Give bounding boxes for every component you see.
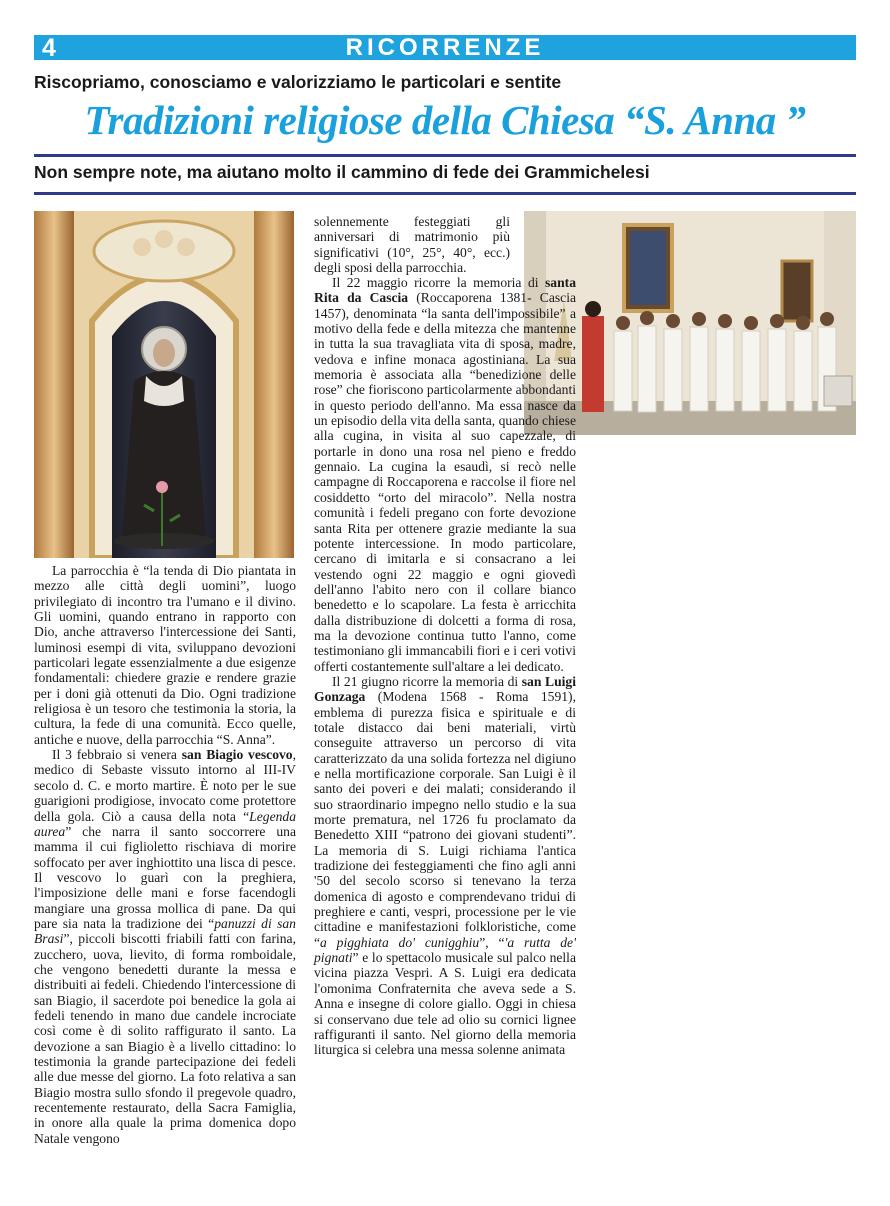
article-subtitle: Non sempre note, ma aiutano molto il cammino di fede dei Grammichelesi bbox=[34, 162, 650, 182]
page-number: 4 bbox=[42, 34, 56, 62]
paragraph-intro: La parrocchia è “la tenda di Dio piantata in mezzo alle città degli uomini”, luogo privilegiato di incontro tra l'umano e il divino. Gli uomini, quando entrano in rapporto con Dio, anche attraverso l'intercessione dei Santi, luminosi esempi di vita, sviluppano devozioni particolari legate essenzialmente a due esigenze fondamentali: chiedere grazie e rendere grazie per i doni già ottenuti da Dio. Ogni tradizione religiosa è un tesoro che testimonia la storia, la cultura, la fede di una comunità. Ecco quelle, antiche e nuove, della parrocchia “S. Anna”. bbox=[34, 563, 296, 747]
panuzzi-term: panuzzi di san Brasi bbox=[34, 915, 296, 947]
statue-illustration bbox=[34, 211, 294, 558]
text-column-1 bbox=[34, 563, 296, 1146]
section-header-bar bbox=[34, 35, 856, 60]
text-run: ” che narra il santo soccorrere una mamma il cui figlioletto rischiava di morire soffocato per aver inghiottito una lisca di pesce. Il vescovo lo guarì con la preghiera, l'imposizione delle mani e forse facendogli mangiare una grossa mollica di pane. Da qui pare sia nata la tradizione dei “ bbox=[34, 823, 296, 931]
text-column-2-main bbox=[314, 275, 576, 1058]
paragraph-san-biagio bbox=[34, 747, 296, 1146]
text-run: ”, “ bbox=[479, 934, 505, 950]
article-kicker: Riscopriamo, conosciamo e valorizziamo le particolari e sentite bbox=[34, 72, 562, 92]
folk-event-cunigghiu: a pigghiata do' cunigghiu bbox=[320, 934, 480, 950]
text-column-2 bbox=[314, 214, 510, 275]
text-run: (Roccaporena 1381- Cascia 1457), denominata “la santa dell'impossibile” a motivo della fede e della mitezza che mantenne in tutta la sua travagliata vita di sposa, madre, vedova e infine monaca agostiniana. La sua memoria è associata alla “benedizione delle rose” che fioriscono particolarmente abbondanti in questo periodo dell'anno. Ma essa nasce da un episodio della vita della santa, quando chiese alla cugina, in visita al suo capezzale, di portarle in dono una rosa nel pieno e freddo gennaio. La cugina la esaudì, si recò nelle campagne di Roccaporena e raccolse il fiore nel cosiddetto “orto del miracolo”. Nella nostra comunità i fedeli pregano con forte devozione santa Rita per ottenere grazie mediante la sua potente intercessione. In modo particolare, cercano di imitarla e si consacrano a lei vestendo ogni 22 maggio e ogni giovedì dell'anno l'abito nero con il collare bianco benedetto e lo scapolare. La festa è arricchita dalla distribuzione di dolcetti a forma di rosa, ma la devozione continua tutto l'anno, come testimoniano gli immancabili fiori e i ceri votivi offerti costantemente sull'altare a lei dedicato. bbox=[314, 290, 576, 674]
divider-bottom bbox=[34, 192, 856, 195]
text-run: Il 3 febbraio si venera bbox=[52, 747, 182, 763]
text-run: ” e lo spettacolo musicale sul palco nella vicina piazza Vespri. A S. Luigi era dedicata l'omonima Confraternita che aveva sede a S. Anna e insegne di colore giallo. Oggi in chiesa si conservano due tele ad olio su cornici lignee raffiguranti il santo. Nel giorno della memoria liturgica si celebra una messa solenne animata bbox=[314, 950, 576, 1058]
paragraph-san-luigi bbox=[314, 674, 576, 1058]
text-run: ”, piccoli biscotti friabili fatti con farina, zucchero, uova, lievito, di forma romboidale, che vengono benedetti durante la messa e distribuiti ai fedeli. Chiedendo l'intercessione di san Biagio, il sacerdote poi benedice la gola ai fedeli tenendo in mano due candele incrociate così come è di solito raffigurato il santo. La devozione a san Biagio è a livello cittadino: lo testimonia la grande partecipazione dei fedeli alle due messe del giorno. La foto relativa a san Biagio mostra sullo sfondo il pregevole quadro, recentemente restaurato, della Sacra Famiglia, in onore alla quale la prima domenica dopo Natale vengono bbox=[34, 931, 296, 1146]
saint-name-luigi: san Luigi Gonzaga bbox=[314, 673, 576, 705]
paragraph-santa-rita bbox=[314, 275, 576, 674]
text-run: Il 21 giugno ricorre la memoria di bbox=[332, 673, 522, 689]
text-run: Il 22 maggio ricorre la memoria di bbox=[332, 275, 546, 290]
text-run: , medico di Sebaste vissuto intorno al III-IV secolo d. C. e morto martire. È noto per le sue guarigioni prodigiose, invocato come protettore della gola. Ciò a causa della nota “ bbox=[34, 747, 297, 824]
legenda-aurea-title: Legenda aurea bbox=[34, 808, 296, 839]
text-run: (Modena 1568 - Roma 1591), emblema di purezza fisica e spirituale e di totale distacco dai beni materiali, virtù conseguite attraverso un percorso di vita caratterizzato da una solida fortezza nel digiuno e nella mortificazione corporale. San Luigi è il santo dei poveri e dei malati; considerando il suo straordinario impegno nello studio e la sua morte prematura, nel 1726 fu proclamato da Benedetto XIII “patrono dei giovani studenti”. La memoria di S. Luigi richiama l'antica tradizione dei festeggiamenti che fino agli anni '50 del secolo scorso si tenevano la terza domenica di agosto e comprendevano tridui di preghiere e canti, vespri, processione per le vie cittadine e manifestazioni folkloristiche, come “ bbox=[314, 689, 576, 950]
santa-rita-statue-photo bbox=[34, 211, 294, 558]
divider-top bbox=[34, 154, 856, 157]
article-title: Tradizioni religiose della Chiesa “S. Anna ” bbox=[84, 97, 806, 143]
saint-name-rita: santa Rita da Cascia bbox=[314, 275, 576, 306]
folk-event-pignati: 'a rutta de' pignati bbox=[314, 934, 576, 966]
paragraph-anniversari: solennemente festeggiati gli anniversari di matrimonio più significativi (10°, 25°, 40°, ecc.) degli sposi della parrocchia. bbox=[314, 214, 510, 276]
section-title: RICORRENZE bbox=[345, 34, 545, 61]
saint-name-biagio: san Biagio vescovo bbox=[181, 747, 293, 763]
